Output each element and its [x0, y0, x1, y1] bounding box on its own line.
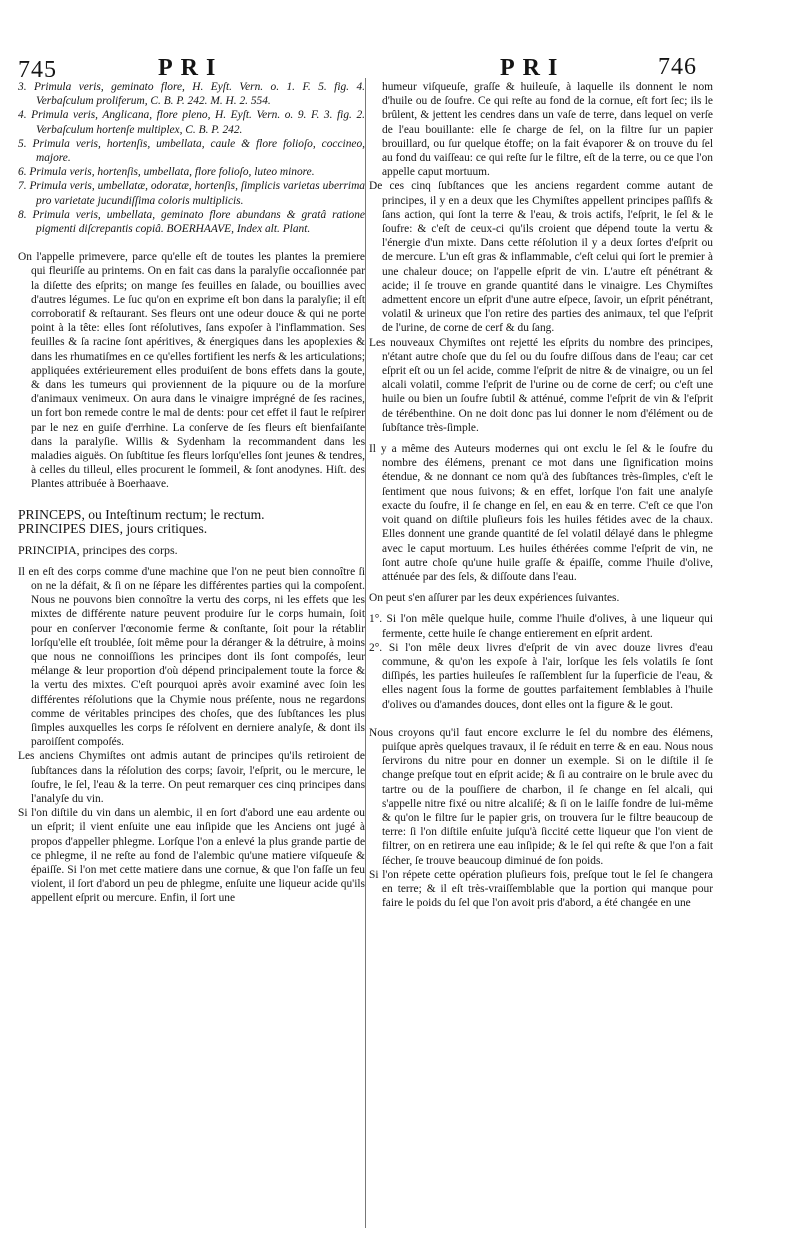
primevere-paragraph: On l'appelle primevere, parce qu'elle eſt de toutes les plantes la premiere qui fleuriſſe au printems. On en fait cas dans la paralyſie occaſionnée par la diſette des eſprits; on mange ſes feuilles en ſalade, ou bouillies avec d'autres légumes. Le ſuc qu'on en exprime eſt bon dans la paralyſie; il eſt corroboratif & reſtaurant. Ses fleurs ont une odeur douce & qui ne porte point à la tête: elles ſont réſolutives, ſans expoſer à l'inflammation. Ses feuilles & ſa racine ſont apéritives, & énergiques dans les apoplexies & dans les rhumatiſmes en ce qu'elles fortifient les nerfs & les articulations; appliquées extérieurement elles produiſent de bons effets dans la goute, & dans les tumeurs qui proviennent de la piquure ou de la morſure d'animaux venimeux. On aura dans le vinaigre imprégné de ſes racines, un fort bon remede contre le mal de dents: pour cet effet il faut le reſpirer par le nez en guiſe d'errhine. La conſerve de ſes fleurs eſt bienfaiſante dans la paralyſie. Willis & Sydenham la recommandent dans les maladies aiguës. On ſubſtitue ſes fleurs lorſqu'elles ſont jeunes & tendres, à celles du tilleul, elles procurent le ſommeil, & ſont anodynes. Hiſt. des Plantes attribuée à Boerhaave. [18, 251, 365, 491]
principia-paragraph: Il en eſt des corps comme d'une machine que l'on ne peut bien connoître ſi on ne la défait, & ſi on ne ſépare les différentes parties qui la compoſent. Nous ne pouvons bien connoître la vertu des corps, ni les effets que les mixtes de différente nature peuvent produire ſur le corps humain, ſoit pour en conſerver l'œconomie ferme & conſtante, ſoit pour la rétablir lorſqu'elle eſt troublée, ſoit même pour la déranger & la détruire, à moins que nous ne connoiſſions les principes dont ils ſont compoſés, leur mélange & leur proportion d'où dépend principalement toute la force & la vertu des mixtes. C'eſt pourquoi après avoir examiné avec ſoin les différentes réſolutions que la Chymie nous préſente, nous ne regardons comme de véritables principes des choſes, que des ſubſtances les plus ſimples auxquelles les corps ſe réſolvent en derniere analyſe, & dont ils paroiſſent compoſés. [18, 565, 365, 749]
experiences-intro: On peut s'en aſſurer par les deux expériences ſuivantes. [369, 592, 620, 605]
anciens-chymistes-paragraph: Les anciens Chymiſtes ont admis autant de principes qu'ils retiroient de ſubſtances dans la réſolution des corps; ſavoir, l'eſprit, ou le mercure, le ſoufre, le ſel, l'eau & la terre. On peut remarquer ces cinq principes dans l'analyſe du vin. [18, 750, 365, 805]
primula-variety-list [18, 80, 365, 236]
list-item: 4. Primula veris, Anglicana, flore pleno, H. Eyſt. Vern. o. 9. F. 3. fig. 2. Verbaſculum hortenſe multiplex, C. B. P. 242. [18, 109, 365, 136]
column-divider [365, 78, 366, 1228]
left-running-head: PRI [158, 55, 224, 81]
list-item: 6. Primula veris, hortenſis, umbellata, flore folioſo, luteo minore. [18, 166, 315, 179]
right-page-number: 746 [658, 54, 697, 80]
list-item: 8. Primula veris, umbellata, geminato flore abundans & gratâ ratione pigmenti diſcrepantis copiâ. BOERHAAVE, Index alt. Plant. [18, 208, 365, 236]
exclurre-sel-paragraph: Nous croyons qu'il faut encore exclurre le ſel du nombre des élémens, puiſque après quelques travaux, il ſe réduit en terre & en eau. Nous nous ſervirons du nitre pour en donner un exemple. Si on le diſtile il ſe change preſque tout en eſprit acide; & ſi au contraire on le brule avec du tartre ou de la pouſſiere de charbon, il ſe change en ſel alcali, qui s'appelle nitre fixé ou nitre alcaliſé; & ſi on le laiſſe fondre de lui-même & qu'on le filtre ſur le papier gris, on trouvera ſur le filtre beaucoup de terre: ſi l'on diſtile enſuite juſqu'à ſiccité cette liqueur que l'on vient de filtrer, on en retirera une eau inſipide; & le ſel qui reſte & que l'on a fait ſécher, ſe trouve beaucoup diminué de ſon poids. [369, 726, 713, 867]
list-item: 3. Primula veris, geminato flore, H. Eyſt. Vern. o. 1. F. 5. fig. 4. Verbaſculum proliferum, C. B. P. 242. M. H. 2. 554. [18, 81, 365, 108]
entry-principes-dies: PRINCIPES DIES, jours critiques. [18, 520, 208, 536]
huile-soufre-paragraph: humeur viſqueuſe, graſſe & huileuſe, à laquelle ils donnent le nom d'huile ou de ſoufre. Ce qui reſte au fond de la cornue, eſt fort ſec; ils le brûlent, & jettent les cendres dans un vaſe de terre, dans lequel on verſe de l'eau bouillante: elle ſe charge de ſel, on la filtre ſur un papier brouillard, ou ſur quelque étoffe; on la fait évaporer & on trouve du ſel au fond du vaiſſeau: ce qui reſte ſur le filtre, eſt de la terre, ou ce que l'on appelle caput mortuum. [382, 81, 713, 179]
distile-vin-paragraph: Si l'on diſtile du vin dans un alembic, il en ſort d'abord une eau ardente ou un eſprit; il vient enſuite une eau inſipide que les Anciens ont jugé à propos d'appeller phlegme. Lorſque l'on a enlevé la plus grande partie de ce phlegme, il ne reſte au fond de l'alembic qu'une matiere viſqueuſe & épaiſſe. Si l'on met cette matiere dans une cornue, & que l'on faſſe un feu violent, il ſort d'abord un peu de phlegme, enſuite une liqueur acide qu'ils appellent eſprit ou mercure. Enfin, il ſort une [18, 807, 365, 905]
experience-2: 2°. Si l'on mêle deux livres d'eſprit de vin avec douze livres d'eau commune, & qu'on les expoſe à l'air, lorſque les ſels volatils ſe ſont diſſipés, les parties huileuſes ſe raſſemblent ſur la ſuperficie de l'eau, & elles nagent ſous la forme de gouttes parfaitement ſemblables à l'huile d'olives ou d'amandes douces, dont elles ont la figure & le gout. [369, 641, 713, 711]
nouveaux-chymistes-paragraph: Les nouveaux Chymiſtes ont rejetté les eſprits du nombre des principes, n'étant autre choſe que du ſel ou du ſoufre diſſous dans de l'eau; car cet eſprit eſt ou un ſel acide, comme l'eſprit de nitre & de vinaigre, ou un ſel alcali volatil, comme l'eſprit de l'urine ou de corne de cerf; ou c'eſt une huile ou bien un ſoufre ſubtil & atténué, comme l'eſprit de vin & l'eſprit de térébenthine. On ne doit donc pas lui donner le nom d'élément ou de ſubſtance très-ſimple. [369, 336, 713, 434]
list-item: 5. Primula veris, hortenſis, umbellata, caule & flore folioſo, coccineo, majore. [18, 137, 365, 165]
repete-operation-paragraph: Si l'on répete cette opération pluſieurs fois, preſque tout le ſel ſe changera en terre; & il eſt très-vraiſſemblable que la portion qui manque pour faire le poids du ſel que l'on avoit pris d'abord, a été changée en une [369, 868, 713, 910]
entry-principia: PRINCIPIA, principes des corps. [18, 542, 178, 557]
list-item: 7. Primula veris, umbellatæ, odoratæ, hortenſis, ſimplicis varietas uberrima pro varietate jucundiſſima coloris multiplicis. [18, 180, 365, 207]
auteurs-modernes-paragraph: Il y a même des Auteurs modernes qui ont exclu le ſel & le ſoufre du nombre des élémens, prenant ce mot dans une ſignification moins étendue, & ne donnant ce nom qu'à des ſubſtances très-ſimples, c'eſt le ſentiment que nous ſuivons; & en effet, lorſque l'on fait une analyſe exacte du ſoufre, il ſe change en ſel, en eau & en terre. C'eſt ce que l'on voit quand on diſtile pluſieurs fois les huiles fétides avec de la chaux. Elles donnent une grande quantité de ſel volatil délayé dans le phlegme avec le caput mortuum. Les huiles éthérées comme l'eſprit de vin, ne ſont autre choſe qu'une huile graſſe & épaiſſe, comme l'huile d'olive, atténuée par des ſels, & diſſoute dans l'eau. [369, 443, 713, 583]
left-column [18, 80, 365, 906]
right-running-head: PRI [500, 55, 566, 81]
left-page-number: 745 [18, 57, 57, 83]
right-column [369, 80, 713, 910]
experience-1: 1°. Si l'on mêle quelque huile, comme l'huile d'olives, à une liqueur qui fermente, cette huile ſe change entierement en eſprit ardent. [369, 613, 713, 640]
entry-princeps: PRINCEPS, ou Inteſtinum rectum; le rectum. [18, 506, 265, 522]
cinq-substances-paragraph: De ces cinq ſubſtances que les anciens regardent comme autant de principes, il y en a deux que les Chymiſtes appellent principes paſſifs & ſans action, qui ſont la terre & l'eau, & trois actifs, l'eſprit, le ſel & le ſoufre: & c'eſt de ceux-ci qu'ils croient que dépend toute la vertu & l'énergie d'un mixte. Dans cette réſolution il y a deux ſortes d'eſprit ou de mercure. L'un eſt gras & inflammable, c'eſt celui qui ſort le premier à une chaleur douce; on l'appelle eſprit de vin. L'autre eſt pénétrant & acide; il ſe trouve en grande quantité dans le vinaigre. Les Chymiſtes admettent encore un eſprit d'une autre eſpece, ſavoir, un eſprit pénétrant, volatil & urineux que l'on retire des parties des animaux, tel que l'eſprit de l'urine, de corne de cerf & du ſang. [369, 180, 713, 335]
